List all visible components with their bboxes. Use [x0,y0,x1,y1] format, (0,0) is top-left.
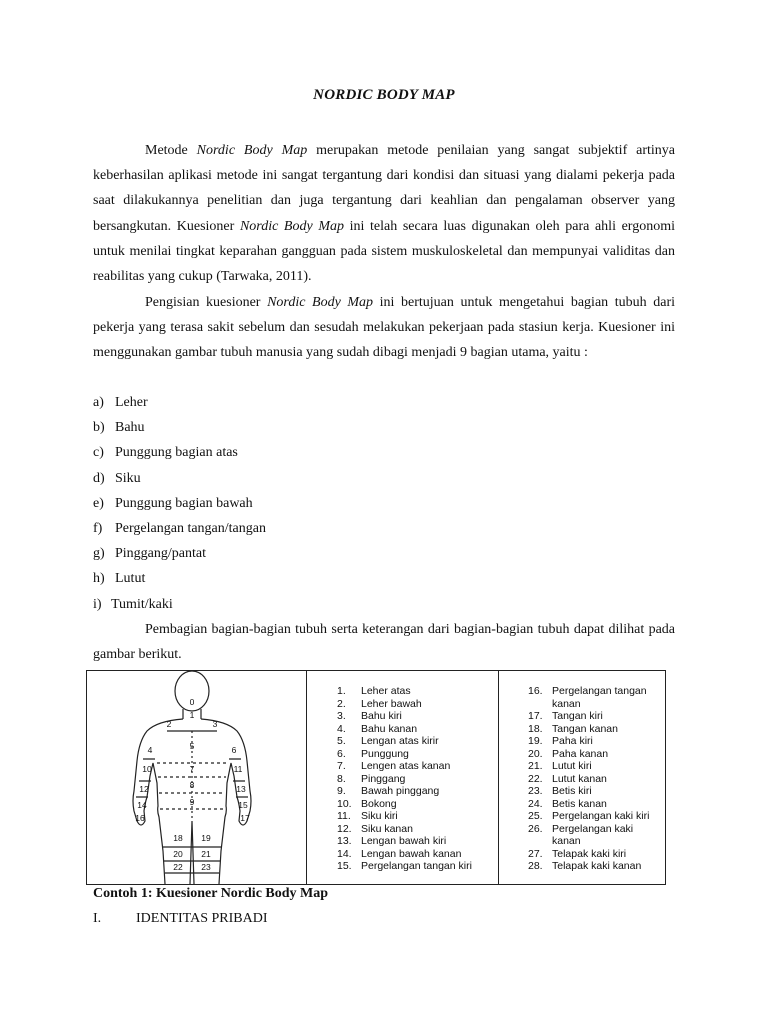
body-number-label: 7 [189,764,195,774]
legend-text: Tangan kanan [552,722,618,735]
body-number-label: 2 [166,719,172,729]
legend-text: Punggung [361,747,409,760]
legend-number: 18. [528,722,543,735]
legend-number: 25. [528,810,543,822]
body-part-list [93,390,266,617]
legend-item [337,748,491,761]
legend-list-left [337,685,491,873]
legend-number: 28. [528,860,543,872]
list-item [93,491,266,516]
legend-text: Paha kanan [552,747,609,760]
legend-item [528,723,682,736]
list-text: Lutut [115,571,146,587]
body-number-label: 5 [189,741,195,751]
legend-text: Lengen atas kanan [361,760,451,772]
para2-text-1: Pengisian kuesioner [145,295,268,310]
section-number: I. [93,911,102,926]
legend-item [337,810,491,823]
legend-number: 15. [337,860,352,872]
body-number-label: 11 [233,764,243,774]
legend-item [337,823,491,836]
legend-number: 26. [528,822,543,835]
body-number-label: 9 [189,797,195,807]
legend-number: 24. [528,797,543,810]
legend-item [528,810,682,823]
legend-number: 10. [337,797,352,810]
list-letter: e) [93,495,104,511]
body-map-figure [86,670,666,885]
legend-number: 23. [528,785,543,797]
legend-item [337,735,491,748]
legend-text: Pergelangan kaki kanan [552,822,634,847]
legend-text: Lengan atas kirir [361,735,439,747]
legend-text: Lengan bawah kanan [361,847,462,860]
para2-text-2: ini bertujuan untuk mengetahui bagian tubuh dari pekerja yang terasa sakit sebelum dan sesudah melakukan pekerjaan pada stasiun kerja. Kuesioner ini menggunakan gambar tubuh manusia yang sudah dibagi menjadi 9 bagian utama, yaitu : [93,295,675,361]
legend-text: Tangan kiri [552,710,603,722]
body-number-label: 0 [189,697,195,707]
paragraph-purpose [93,290,675,366]
legend-item [337,698,491,711]
legend-text: Lutut kiri [552,760,592,772]
paragraph-figure-intro: Pembagian bagian-bagian tubuh serta keterangan dari bagian-bagian tubuh dapat dilihat pada gambar berikut. [93,622,675,663]
list-letter: b) [93,420,105,436]
body-number-label: 22 [173,862,183,872]
legend-number: 5. [337,735,346,747]
body-number-label: 19 [201,833,211,843]
legend-number: 16. [528,685,543,697]
legend-text: Paha kiri [552,735,593,747]
list-item [93,592,266,617]
para1-text-2: merupakan metode penilaian yang sangat subjektif artinya keberhasilan aplikasi metode ini sangat tergantung dari kondisi dan situasi yang dialami pekerja pada saat dilakukannya penelitian dan juga tergantung dari keahlian dan pengalaman observer yang bersangkutan. Kuesioner [93,143,675,234]
legend-list-right [528,685,682,873]
list-text: Punggung bagian atas [115,445,238,461]
list-letter: i) [93,596,102,612]
list-letter: g) [93,546,105,562]
body-number-label: 8 [189,780,195,790]
legend-column-right [498,671,665,884]
list-item [93,541,266,566]
legend-item [337,773,491,786]
legend-item [528,860,682,873]
legend-item [528,685,682,710]
legend-number: 20. [528,747,543,760]
list-text: Tumit/kaki [111,596,173,612]
body-number-label: 16 [135,813,145,823]
legend-item [337,860,491,873]
legend-number: 3. [337,710,346,722]
list-item [93,415,266,440]
legend-number: 8. [337,772,346,785]
legend-text: Telapak kaki kanan [552,860,642,872]
section-title: IDENTITAS PRIBADI [136,911,268,926]
legend-item [528,748,682,761]
list-text: Leher [115,395,148,410]
legend-item [337,710,491,723]
para2-emphasis-1: Nordic Body Map [267,295,374,310]
body-number-label: 21 [201,849,211,859]
legend-number: 19. [528,735,543,747]
legend-item [528,848,682,861]
section-heading [93,911,267,927]
body-number-label: 12 [139,784,149,794]
list-item [93,566,266,591]
list-letter: h) [93,571,105,587]
para1-text-1: Metode [145,143,197,158]
paragraph-intro [93,138,675,289]
legend-number: 1. [337,685,346,697]
legend-item [337,760,491,773]
legend-item [337,723,491,736]
legend-item [528,785,682,798]
list-item [93,390,266,415]
document-title: NORDIC BODY MAP [313,87,455,103]
legend-item [337,848,491,861]
legend-number: 22. [528,772,543,785]
legend-item [528,760,682,773]
body-number-label: 3 [212,719,218,729]
body-number-label: 15 [238,800,248,810]
legend-text: Bokong [361,797,397,810]
legend-number: 2. [337,697,346,710]
legend-number: 17. [528,710,543,722]
body-number-label: 17 [240,813,250,823]
legend-item [337,685,491,698]
legend-number: 9. [337,785,346,797]
legend-text: Bahu kanan [361,722,418,735]
legend-column-left [306,671,499,884]
legend-text: Bawah pinggang [361,785,440,797]
legend-text: Lutut kanan [552,772,607,785]
para1-emphasis-2: Nordic Body Map [239,218,344,234]
list-text: Pergelangan tangan/tangan [115,520,266,536]
legend-number: 12. [337,822,352,835]
para1-emphasis-1: Nordic Body Map [196,143,308,158]
body-number-label: 4 [147,745,153,755]
legend-item [528,735,682,748]
legend-text: Pinggang [361,772,406,785]
legend-item [528,710,682,723]
legend-text: Siku kanan [361,822,413,835]
legend-item [528,773,682,786]
legend-number: 27. [528,847,543,860]
legend-item [337,785,491,798]
legend-number: 7. [337,760,346,772]
list-letter: d) [93,470,105,486]
legend-text: Leher bawah [361,697,422,710]
legend-number: 6. [337,747,346,760]
body-number-label: 10 [142,764,152,774]
legend-text: Siku kiri [361,810,398,822]
legend-number: 11. [337,810,351,822]
body-number-label: 14 [137,800,147,810]
list-text: Punggung bagian bawah [115,495,253,511]
list-text: Siku [115,470,141,486]
body-number-label: 23 [201,862,211,872]
para1-text-3: ini telah secara luas digunakan oleh para ahli ergonomi untuk menilai tingkat keparahan gangguan pada sistem muskuloskeletal dan mempunyai validitas dan reabilitas yang cukup (Tarwaka, 2011). [93,218,675,285]
legend-item [528,823,682,848]
list-text: Bahu [115,420,145,436]
legend-text: Pergelangan kaki kiri [552,810,650,822]
legend-item [337,798,491,811]
legend-text: Betis kanan [552,797,607,810]
legend-number: 4. [337,722,346,735]
list-letter: a) [93,395,104,410]
body-number-label: 6 [231,745,237,755]
legend-text: Betis kiri [552,785,592,797]
list-item [93,440,266,465]
list-letter: c) [93,445,104,461]
legend-number: 13. [337,835,352,847]
legend-number: 21. [528,760,543,772]
legend-item [528,798,682,811]
human-body-outline-icon [87,671,306,884]
list-letter: f) [93,520,103,536]
legend-text: Lengan bawah kiri [361,835,447,847]
list-item [93,466,266,491]
legend-text: Pergelangan tangan kiri [361,860,472,872]
figure-caption: Contoh 1: Kuesioner Nordic Body Map [93,886,329,901]
list-item [93,516,266,541]
body-number-label: 18 [173,833,183,843]
body-diagram [87,671,307,884]
legend-number: 14. [337,847,352,860]
legend-text: Pergelangan tangan kanan [552,685,647,710]
legend-item [337,835,491,848]
body-number-label: 1 [189,710,195,720]
body-number-label: 20 [173,849,183,859]
body-number-label: 13 [236,784,246,794]
legend-text: Telapak kaki kiri [552,847,627,860]
legend-text: Leher atas [361,685,411,697]
legend-text: Bahu kiri [361,710,402,722]
list-text: Pinggang/pantat [115,546,206,562]
